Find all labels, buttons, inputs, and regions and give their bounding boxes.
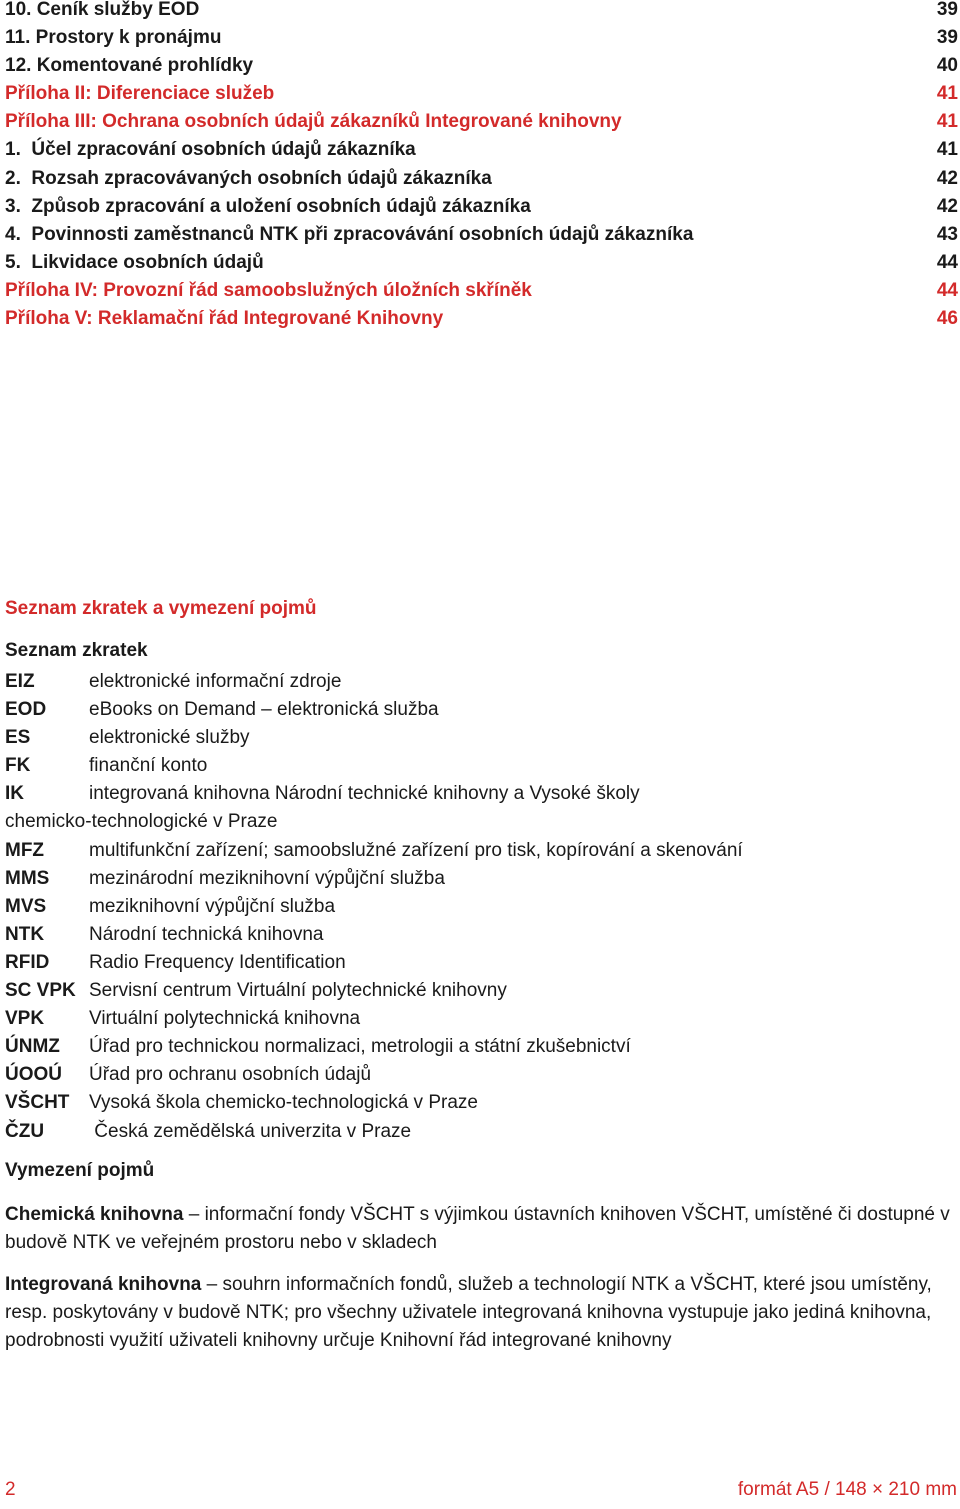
toc-page-number: 42 — [936, 195, 958, 217]
abbreviation-row — [5, 949, 955, 977]
toc-page-number: 46 — [936, 308, 958, 330]
abbreviation-definition: Úřad pro ochranu osobních údajů — [89, 1064, 372, 1086]
abbreviation-row — [5, 837, 955, 865]
abbreviation-definition: Servisní centrum Virtuální polytechnické knihovny — [89, 980, 507, 1002]
abbreviation-row — [5, 752, 955, 780]
abbreviation: EIZ — [5, 671, 35, 692]
toc-label: 10. Ceník služby EOD — [5, 0, 200, 20]
abbreviation-row — [5, 977, 955, 1005]
toc-page-number: 43 — [936, 223, 958, 245]
toc-label: 2. Rozsah zpracovávaných osobních údajů zákazníka — [5, 167, 492, 189]
abbreviations-heading: Seznam zkratek — [5, 640, 148, 661]
abbreviation-definition: eBooks on Demand – elektronická služba — [89, 699, 439, 721]
abbreviation-row — [5, 780, 955, 808]
abbreviation: VPK — [5, 1008, 45, 1030]
abbreviation-row — [5, 865, 955, 893]
abbreviation: VŠCHT — [5, 1092, 70, 1114]
toc-label: Příloha V: Reklamační řád Integrované Knihovny — [5, 308, 444, 330]
abbreviation-row — [5, 1061, 955, 1089]
toc-page-number: 40 — [936, 55, 958, 77]
toc-entry[interactable] — [5, 52, 958, 80]
toc-entry[interactable] — [5, 221, 958, 249]
toc-entry[interactable] — [5, 249, 958, 277]
abbreviation-definition: elektronické služby — [89, 727, 250, 749]
toc-page-number: 41 — [936, 111, 958, 133]
abbreviation: ÚNMZ — [5, 1036, 60, 1058]
term-definition — [5, 1271, 955, 1355]
toc-page-number: 41 — [936, 139, 958, 161]
abbreviation: NTK — [5, 923, 45, 945]
abbreviation-definition: Virtuální polytechnická knihovna — [89, 1008, 361, 1030]
abbreviation-definition: Česká zemědělská univerzita v Praze — [89, 1120, 412, 1142]
toc-label: Příloha II: Diferenciace služeb — [5, 83, 275, 105]
abbreviation: RFID — [5, 951, 50, 973]
abbreviation-definition: mezinárodní meziknihovní výpůjční služba — [89, 867, 445, 889]
toc-entry[interactable] — [5, 24, 958, 52]
toc-entry[interactable] — [5, 0, 958, 24]
abbreviation-row — [5, 668, 955, 696]
term-text: – informační fondy VŠCHT s výjimkou ústavních knihoven VŠCHT, umístěné či dostupné v budově NTK ve veřejném prostoru nebo v skladech — [5, 1204, 950, 1254]
abbreviation-definition: Národní technická knihovna — [89, 923, 324, 945]
toc-label: 5. Likvidace osobních údajů — [5, 251, 264, 273]
abbreviation-row — [5, 921, 955, 949]
toc-label: 1. Účel zpracování osobních údajů zákazníka — [5, 139, 416, 161]
abbreviation-row — [5, 893, 955, 921]
toc-page-number: 42 — [936, 167, 958, 189]
abbreviation: SC VPK — [5, 980, 76, 1002]
toc-entry[interactable] — [5, 165, 958, 193]
term-definition — [5, 1201, 955, 1257]
abbreviation: ES — [5, 727, 31, 749]
table-of-contents — [5, 0, 958, 333]
toc-entry[interactable] — [5, 193, 958, 221]
abbreviation: IK — [5, 783, 24, 805]
page-number: 2 — [5, 1479, 16, 1500]
toc-page-number: 39 — [936, 27, 958, 49]
toc-label: 3. Způsob zpracování a uložení osobních údajů zákazníka — [5, 195, 531, 217]
abbreviation-definition: Vysoká škola chemicko-technologická v Praze — [89, 1092, 478, 1114]
toc-label: 12. Komentované prohlídky — [5, 55, 254, 77]
abbreviation: MMS — [5, 867, 50, 889]
toc-label: 11. Prostory k pronájmu — [5, 27, 222, 49]
toc-label: 4. Povinnosti zaměstnanců NTK při zpracovávání osobních údajů zákazníka — [5, 223, 694, 245]
abbreviation-definition: integrovaná knihovna Národní technické knihovny a Vysoké školy — [89, 783, 640, 805]
abbreviation: ÚOOÚ — [5, 1064, 62, 1086]
toc-entry[interactable] — [5, 136, 958, 164]
toc-label: Příloha III: Ochrana osobních údajů zákazníků Integrované knihovny — [5, 111, 622, 133]
abbreviation-definition: elektronické informační zdroje — [89, 671, 342, 692]
abbreviation-row — [5, 1118, 955, 1146]
toc-entry[interactable] — [5, 108, 958, 136]
abbreviation-definition: finanční konto — [89, 755, 208, 777]
abbreviation: FK — [5, 755, 31, 777]
toc-entry[interactable] — [5, 80, 958, 108]
abbreviation-definition: meziknihovní výpůjční služba — [89, 895, 336, 917]
terms-heading: Vymezení pojmů — [5, 1160, 155, 1181]
abbreviation: MVS — [5, 895, 47, 917]
abbreviation: ČZU — [5, 1120, 45, 1142]
abbreviation-definition: multifunkční zařízení; samoobslužné zařízení pro tisk, kopírování a skenování — [89, 839, 743, 861]
toc-entry[interactable] — [5, 305, 958, 333]
toc-page-number: 39 — [936, 0, 958, 20]
abbreviation-list — [5, 668, 955, 1146]
term-text: – souhrn informačních fondů, služeb a technologií NTK a VŠCHT, které jsou umístěny, resp. poskytovány v budově NTK; pro všechny uživatele integrovaná knihovna vystupuje jako jediná knihovna, podrobnosti využití uživateli knihovny určuje Knihovní řád integrované knihovny — [5, 1274, 932, 1352]
toc-page-number: 44 — [936, 251, 958, 273]
toc-page-number: 41 — [936, 83, 958, 105]
section-title: Seznam zkratek a vymezení pojmů — [5, 598, 317, 619]
abbreviation-definition: Úřad pro technickou normalizaci, metrologii a státní zkušebnictví — [89, 1036, 631, 1058]
toc-entry[interactable] — [5, 277, 958, 305]
abbreviation: MFZ — [5, 839, 45, 861]
abbreviation-row — [5, 1005, 955, 1033]
toc-page-number: 44 — [936, 279, 958, 301]
term-name: Chemická knihovna — [5, 1204, 184, 1225]
term-name: Integrovaná knihovna — [5, 1274, 202, 1295]
abbreviation-definition: Radio Frequency Identification — [89, 951, 346, 973]
abbreviation-row — [5, 696, 955, 724]
abbreviation-continuation: chemicko-technologické v Praze — [5, 811, 278, 833]
page-format: formát A5 / 148 × 210 mm — [737, 1479, 957, 1500]
abbreviation-row — [5, 1033, 955, 1061]
abbreviation-row — [5, 724, 955, 752]
abbreviation-row — [5, 1089, 955, 1117]
toc-label: Příloha IV: Provozní řád samoobslužných úložních skříněk — [5, 279, 532, 301]
abbreviation: EOD — [5, 699, 47, 721]
